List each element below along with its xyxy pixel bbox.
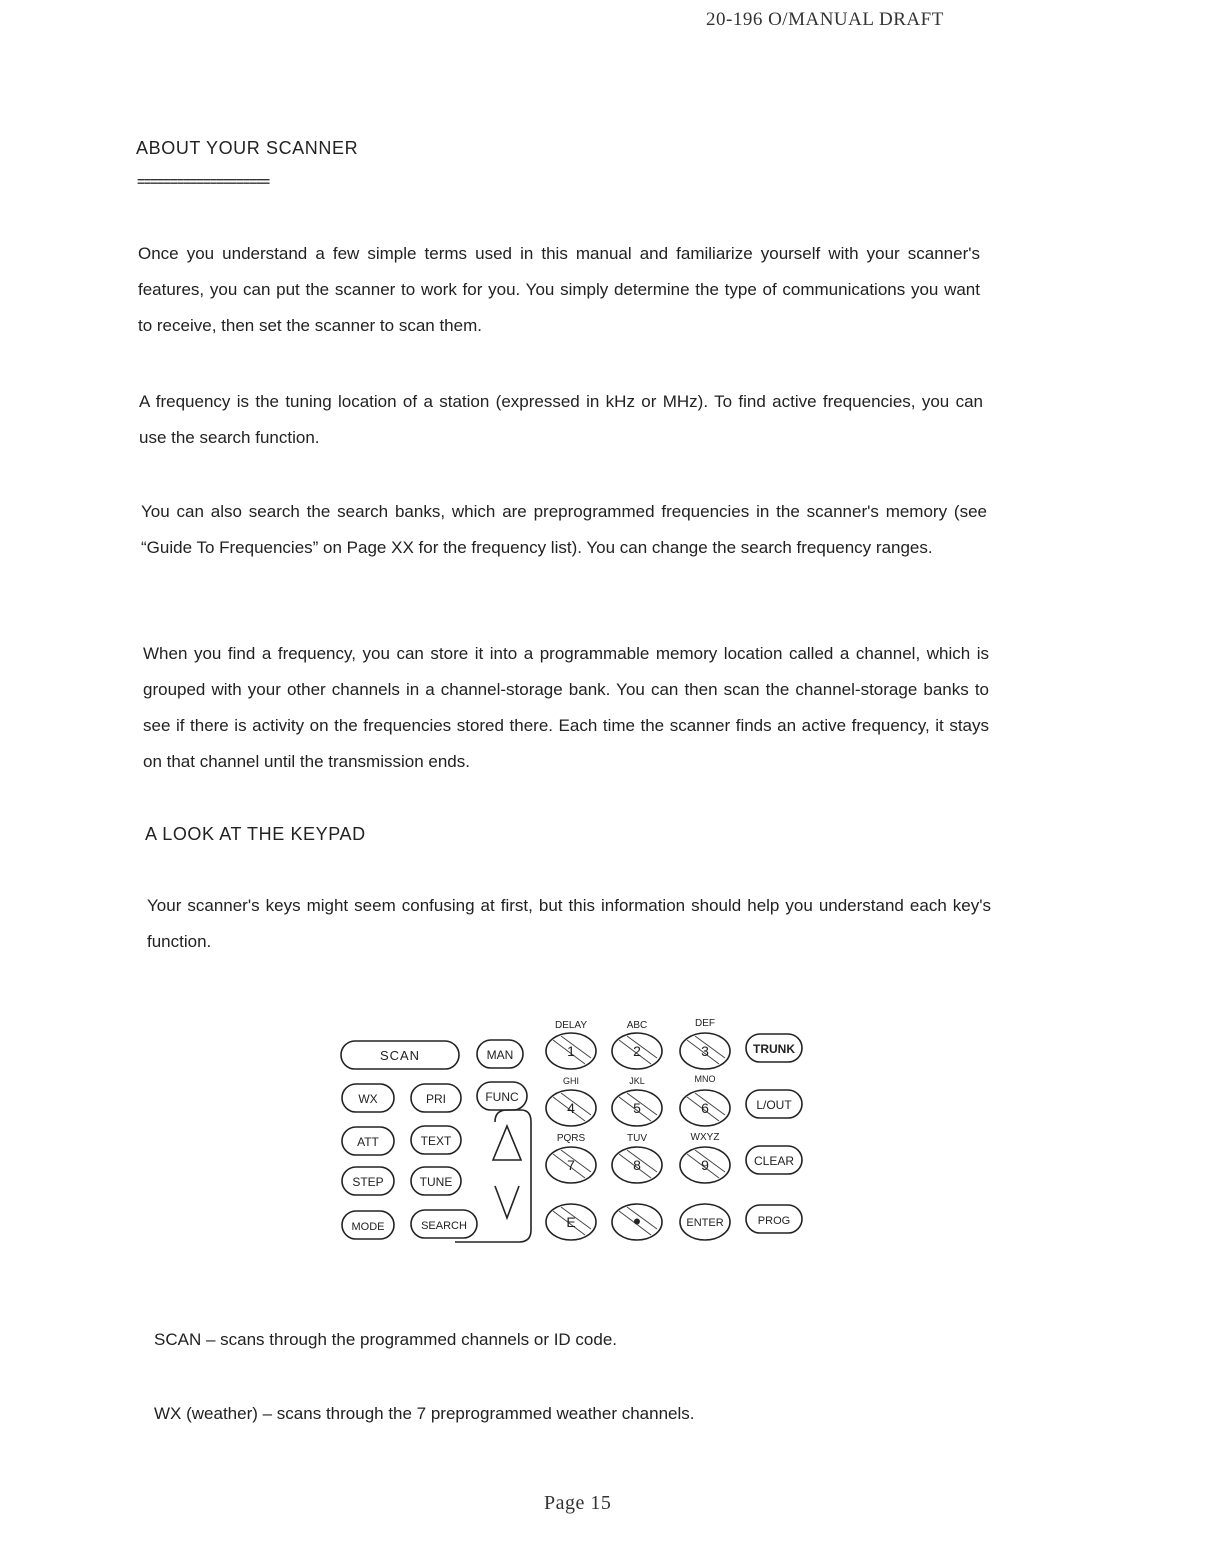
up-arrow-icon bbox=[493, 1126, 521, 1160]
key-label-wxyz: WXYZ bbox=[690, 1132, 720, 1143]
prog-key[interactable]: PROG bbox=[757, 1215, 791, 1227]
digit-key-6[interactable]: 6 bbox=[701, 1100, 709, 1116]
att-key[interactable]: ATT bbox=[357, 1135, 379, 1149]
key-label-jkl: JKL bbox=[629, 1076, 645, 1086]
document-header-label: 20-196 O/MANUAL DRAFT bbox=[706, 9, 944, 30]
key-label-mno: MNO bbox=[694, 1074, 716, 1084]
func-key[interactable]: FUNC bbox=[485, 1090, 519, 1104]
section-title-keypad: A LOOK AT THE KEYPAD bbox=[145, 824, 366, 844]
key-label-delay: DELAY bbox=[554, 1020, 588, 1031]
section-title-about: ABOUT YOUR SCANNER bbox=[136, 138, 359, 158]
key-label-tuv: TUV bbox=[627, 1133, 647, 1144]
mode-key[interactable]: MODE bbox=[351, 1221, 385, 1233]
search-key[interactable]: SEARCH bbox=[421, 1220, 467, 1232]
key-description-wx: WX (weather) – scans through the 7 preprogrammed weather channels. bbox=[154, 1404, 695, 1423]
title-underline: ==================== bbox=[137, 175, 270, 190]
step-key[interactable]: STEP bbox=[352, 1175, 384, 1189]
pri-key[interactable]: PRI bbox=[425, 1092, 447, 1106]
page-number: Page 15 bbox=[544, 1492, 612, 1514]
text-key[interactable]: TEXT bbox=[420, 1134, 452, 1148]
digit-key-4[interactable]: 4 bbox=[567, 1100, 575, 1116]
man-key[interactable]: MAN bbox=[486, 1048, 514, 1062]
digit-key-3[interactable]: 3 bbox=[701, 1043, 709, 1059]
down-arrow-icon bbox=[495, 1186, 519, 1218]
digit-key-5[interactable]: 5 bbox=[633, 1100, 641, 1116]
paragraph-frequency: A frequency is the tuning location of a station (expressed in kHz or MHz). To find active frequencies, you can use the search function. bbox=[139, 392, 983, 447]
keypad-illustration bbox=[335, 1010, 815, 1250]
digit-key-7[interactable]: 7 bbox=[567, 1157, 575, 1173]
wx-key[interactable]: WX bbox=[358, 1092, 378, 1106]
e-key[interactable]: E bbox=[566, 1214, 576, 1230]
paragraph-search-banks: You can also search the search banks, which are preprogrammed frequencies in the scanner's memory (see “Guide To Frequencies” on Page XX for the frequency list). You can change the search frequency ranges. bbox=[141, 502, 987, 557]
digit-key-9[interactable]: 9 bbox=[701, 1157, 709, 1173]
paragraph-channels: When you find a frequency, you can store it into a programmable memory location called a channel, which is grouped with your other channels in a channel-storage bank. You can then scan the channel-storage banks to see if there is activity on the frequencies stored there. Each time the scanner finds an active frequency, it stays on that channel until the transmission ends. bbox=[143, 644, 989, 771]
trunk-key[interactable]: TRUNK bbox=[753, 1042, 795, 1056]
tune-key[interactable]: TUNE bbox=[419, 1175, 453, 1189]
key-label-pqrs: PQRS bbox=[556, 1133, 586, 1144]
key-description-scan: SCAN – scans through the programmed channels or ID code. bbox=[154, 1330, 618, 1349]
key-label-def: DEF bbox=[695, 1018, 715, 1029]
keypad-diagram bbox=[335, 1010, 815, 1255]
key-label-ghi: GHI bbox=[562, 1076, 580, 1086]
digit-key-2[interactable]: 2 bbox=[633, 1043, 641, 1059]
digit-key-1[interactable]: 1 bbox=[567, 1043, 575, 1059]
dot-key[interactable]: • bbox=[633, 1209, 641, 1234]
clear-key[interactable]: CLEAR bbox=[753, 1154, 795, 1168]
digit-key-8[interactable]: 8 bbox=[633, 1157, 641, 1173]
lout-key[interactable]: L/OUT bbox=[756, 1098, 792, 1112]
paragraph-intro: Once you understand a few simple terms used in this manual and familiarize yourself with your scanner's features, you can put the scanner to work for you. You simply determine the type of communications you want to receive, then set the scanner to scan them. bbox=[138, 244, 980, 335]
paragraph-keypad-intro: Your scanner's keys might seem confusing at first, but this information should help you understand each key's function. bbox=[147, 896, 991, 951]
key-label-abc: ABC bbox=[626, 1020, 648, 1031]
enter-key[interactable]: ENTER bbox=[686, 1217, 724, 1229]
scan-key[interactable]: SCAN bbox=[379, 1048, 421, 1063]
